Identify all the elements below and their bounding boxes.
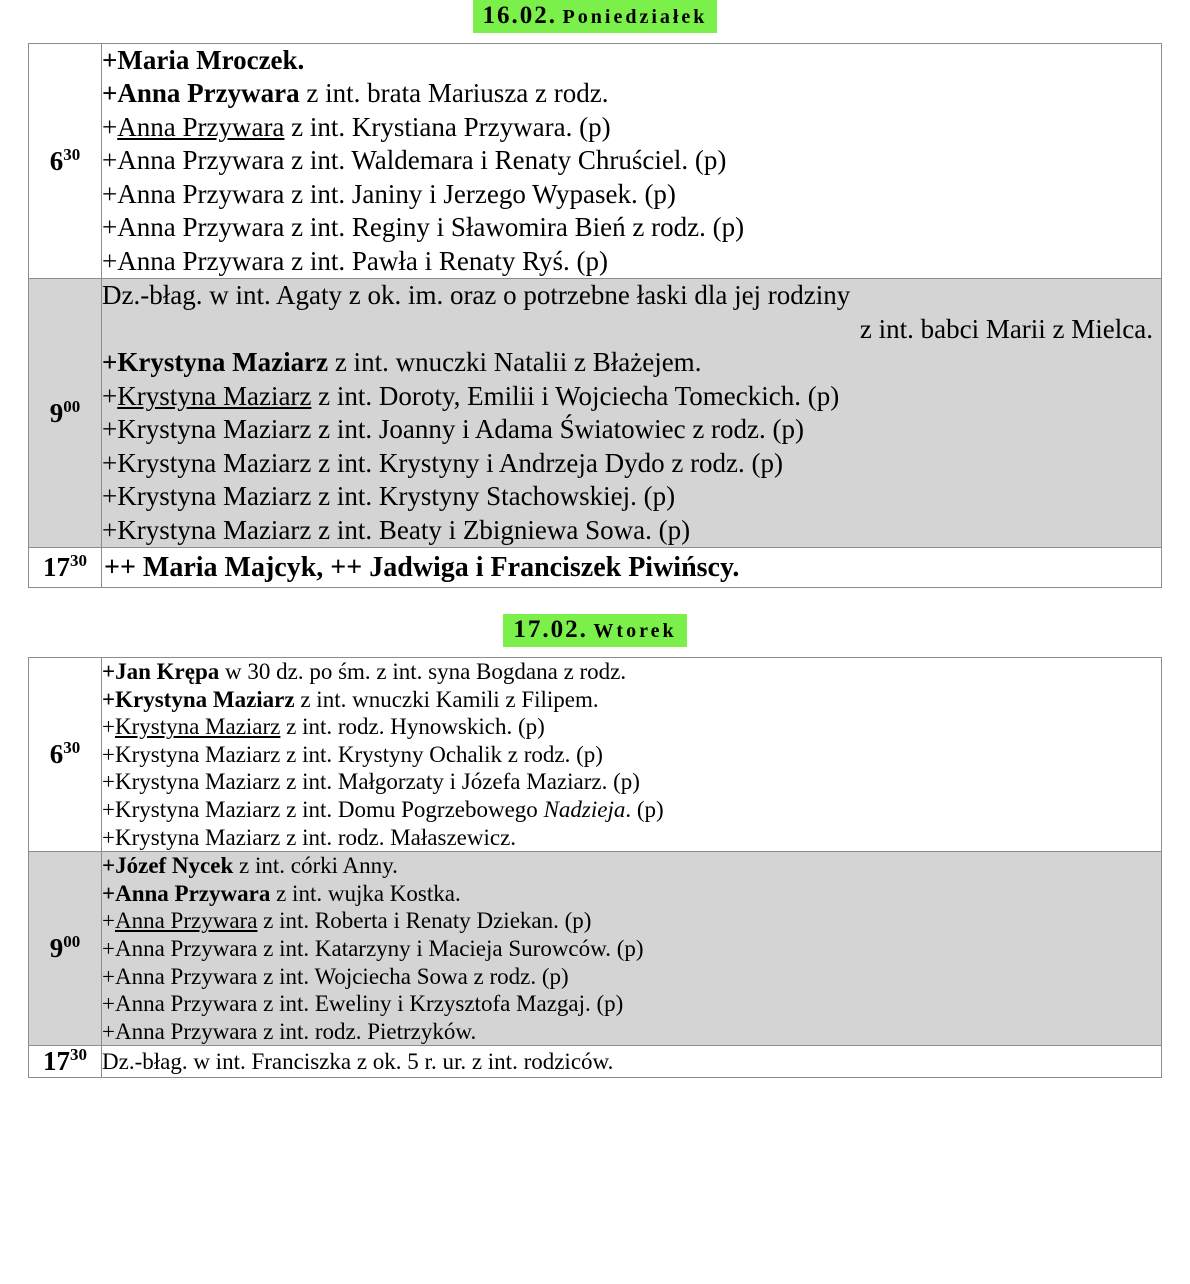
intention-name: + (102, 347, 118, 378)
mass-time-minutes: 30 (63, 738, 81, 758)
intention-text: +Anna Przywara z int. Katarzyny i Macieja Surowców. (p) (102, 935, 644, 961)
intention-text: +Krystyna Maziarz z int. Krystyny Stachowskiej. (p) (102, 481, 676, 512)
intention-line (102, 686, 1161, 714)
intention-text: + (102, 908, 115, 934)
intention-line (102, 346, 1161, 379)
intention-line (102, 658, 1161, 686)
intention-line (102, 852, 1161, 880)
day-weekday: Wtorek (593, 620, 677, 643)
intention-text: z int. wnuczki Natalii z Błażejem. (328, 347, 702, 378)
mass-time (29, 548, 102, 588)
intention-text: +Krystyna Maziarz z int. Krystyny Ochalik z rodz. (p) (102, 741, 603, 767)
intention-line (102, 548, 1161, 587)
intention-line (102, 768, 1161, 796)
intention-text: z int. córki Anny. (233, 853, 398, 879)
intention-continuation: z int. babci Marii z Mielca. (859, 313, 1153, 344)
day-header (0, 614, 1190, 647)
day-header-highlight (503, 614, 686, 647)
mass-intentions-cell (102, 548, 1162, 588)
table-row (29, 852, 1162, 1046)
intention-name: + (102, 686, 116, 712)
intention-name: ++ Maria Majcyk, ++ Jadwiga i Franciszek Piwińscy. (104, 552, 740, 584)
intention-line (102, 279, 1161, 312)
intention-text: +Krystyna Maziarz z int. Krystyny i Andrzeja Dydo z rodz. (p) (102, 447, 784, 478)
mass-time (29, 1046, 102, 1078)
intention-name-underlined: Krystyna Maziarz (114, 714, 281, 740)
table-row (29, 658, 1162, 852)
intention-line (102, 245, 1161, 278)
intention-name-underlined: Krystyna Maziarz (117, 380, 312, 411)
mass-time-hour: 9 (49, 933, 64, 964)
intention-line (102, 990, 1161, 1018)
mass-intentions-cell (102, 852, 1162, 1046)
intention-text: z int. Roberta i Renaty Dziekan. (p) (257, 908, 592, 934)
mass-time-minutes: 30 (70, 551, 87, 571)
schedule-table (28, 43, 1162, 588)
intention-text: z int. brata Mariusza z rodz. (299, 78, 609, 109)
intention-line (102, 480, 1161, 513)
intention-name: Krystyna Maziarz (117, 347, 329, 378)
intention-text: +Krystyna Maziarz z int. rodz. Małaszewicz. (102, 824, 517, 850)
intention-line (102, 447, 1161, 480)
intention-text: +Anna Przywara z int. Janiny i Jerzego Wypasek. (p) (102, 178, 676, 209)
intention-line (102, 796, 1161, 824)
mass-intentions-cell (102, 44, 1162, 279)
intention-name: + (102, 880, 116, 906)
intention-name-underlined: Anna Przywara (117, 111, 285, 142)
mass-time-hour: 6 (49, 739, 64, 770)
mass-intentions-cell (102, 279, 1162, 548)
intention-line (102, 963, 1161, 991)
intention-text: +Anna Przywara z int. Wojciecha Sowa z rodz. (p) (102, 963, 569, 989)
intention-text: Dz.-błag. w int. Franciszka z ok. 5 r. ur. z int. rodziców. (102, 1049, 614, 1075)
mass-time (29, 279, 102, 548)
day-weekday: Poniedziałek (562, 6, 708, 28)
intention-text: z int. Doroty, Emilii i Wojciecha Tomeckich. (p) (311, 380, 840, 411)
mass-time-minutes: 30 (70, 1045, 87, 1065)
intention-text: + (102, 714, 115, 740)
table-row (29, 1046, 1162, 1078)
mass-time-hour: 9 (49, 397, 64, 428)
intention-line (102, 313, 1161, 346)
intention-text: z int. wujka Kostka. (270, 880, 461, 906)
intention-text: +Krystyna Maziarz z int. Domu Pogrzebowego (102, 797, 544, 822)
intention-text: +Anna Przywara z int. Eweliny i Krzysztofa Mazgaj. (p) (102, 991, 624, 1017)
intention-line (102, 380, 1161, 413)
intention-line (102, 211, 1161, 244)
table-row (29, 44, 1162, 279)
table-row (29, 279, 1162, 548)
intention-name: Józef Nycek (115, 853, 234, 879)
day-date: 16.02. (482, 2, 558, 29)
intention-name: Maria Mroczek. (117, 45, 305, 75)
intention-name-underlined: Anna Przywara (114, 908, 258, 934)
intention-name: Anna Przywara (115, 880, 271, 906)
mass-time (29, 658, 102, 852)
mass-intentions-cell (102, 1046, 1162, 1078)
intention-line (102, 413, 1161, 446)
intention-text: z int. rodz. Hynowskich. (p) (280, 714, 545, 740)
intention-line (102, 178, 1161, 211)
intention-text: w 30 dz. po śm. z int. syna Bogdana z rodz. (219, 659, 627, 685)
intention-line (102, 111, 1161, 144)
mass-time-hour: 17 (43, 1046, 70, 1077)
intention-text: + (102, 380, 118, 411)
intention-name: + (102, 78, 118, 109)
intention-text: +Krystyna Maziarz z int. Beaty i Zbigniewa Sowa. (p) (102, 514, 691, 545)
intention-line (102, 44, 1161, 77)
mass-time-hour: 6 (49, 145, 64, 176)
schedule-table (28, 657, 1162, 1078)
intention-line (102, 77, 1161, 110)
intention-name: Jan Krępa (115, 659, 220, 685)
intention-line (102, 1048, 1161, 1076)
intention-line (102, 935, 1161, 963)
intention-name: + (102, 659, 116, 685)
mass-time-minutes: 00 (63, 932, 81, 952)
intention-name: Krystyna Maziarz (115, 686, 295, 712)
intention-name: + (102, 45, 118, 75)
intention-line (102, 144, 1161, 177)
mass-time (29, 852, 102, 1046)
day-header (0, 0, 1190, 33)
intention-emphasis: Nadzieja (543, 797, 626, 822)
intention-line (102, 907, 1161, 935)
intention-text: +Krystyna Maziarz z int. Joanny i Adama Światowiec z rodz. (p) (102, 414, 805, 445)
intention-line (102, 514, 1161, 547)
intention-line (102, 880, 1161, 908)
intention-text: +Anna Przywara z int. Reginy i Sławomira Bień z rodz. (p) (102, 212, 745, 243)
intention-text: +Anna Przywara z int. Waldemara i Renaty Chruściel. (p) (102, 145, 727, 176)
day-header-highlight (473, 0, 718, 33)
intention-text: z int. wnuczki Kamili z Filipem. (294, 686, 599, 712)
intention-line (102, 713, 1161, 741)
mass-time-minutes: 00 (63, 396, 81, 416)
intention-line (102, 1018, 1161, 1046)
intention-text: . (p) (625, 797, 664, 822)
intention-name: Anna Przywara (117, 78, 300, 109)
day-date: 17.02. (513, 616, 588, 644)
intention-line (102, 824, 1161, 852)
mass-time-minutes: 30 (63, 144, 81, 164)
intention-text: Dz.-błag. w int. Agaty z ok. im. oraz o potrzebne łaski dla jej rodziny (102, 280, 851, 311)
intention-text: + (102, 111, 118, 142)
intention-text: +Anna Przywara z int. rodz. Pietrzyków. (102, 1018, 477, 1044)
intention-text: +Krystyna Maziarz z int. Małgorzaty i Józefa Maziarz. (p) (102, 769, 640, 795)
intention-text: z int. Krystiana Przywara. (p) (284, 111, 611, 142)
mass-time-hour: 17 (43, 552, 70, 583)
mass-time (29, 44, 102, 279)
intention-text: +Anna Przywara z int. Pawła i Renaty Ryś. (p) (102, 245, 609, 276)
intention-name: + (102, 853, 116, 879)
mass-intentions-cell (102, 658, 1162, 852)
table-row (29, 548, 1162, 588)
intention-line (102, 741, 1161, 769)
